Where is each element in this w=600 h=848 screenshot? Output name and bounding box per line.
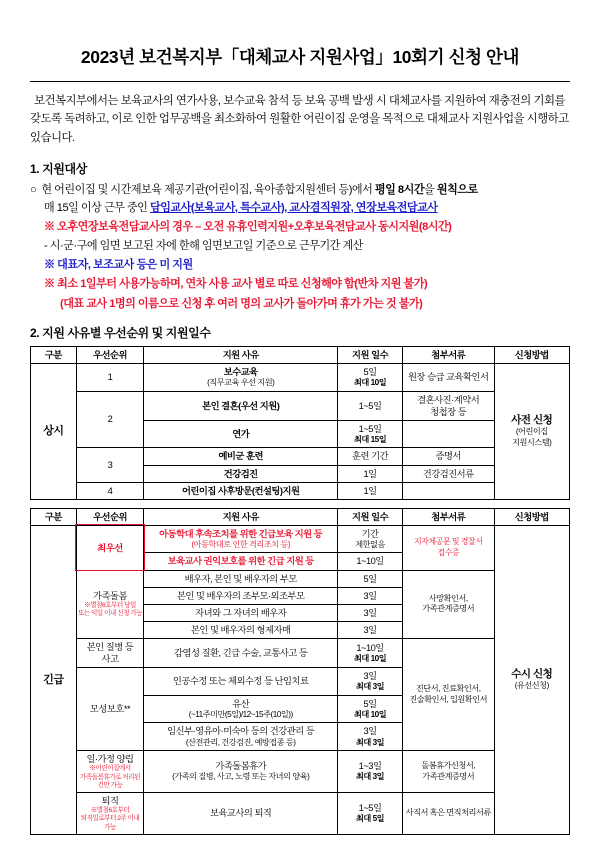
table-row (31, 363, 570, 391)
list-item: ※ 대표자, 보조교사 등은 미 지원 (44, 259, 193, 272)
priority-cell: 4 (76, 482, 143, 499)
section-1-heading: 1. 지원대상 (30, 162, 87, 177)
days-cell: 3일 (338, 604, 403, 621)
list-item: ○ 현 어린이집 및 시간제보육 제공기관(어린이집, 육아종합지원센터 등)에서 평일 8시간을 원칙으로 매 15일 이상 근무 중인 담임교사(보육교사, 특수교사), 교사겸직원장, 연장보육전담교사 (30, 184, 478, 214)
days-cell: 1일 (338, 465, 403, 482)
priority-cell: 2 (76, 391, 143, 448)
reason-cell: 보육교사 권익보호를 위한 긴급 지원 등 (144, 553, 338, 570)
reason-cell: 배우자, 본인 및 배우자의 부모 (144, 570, 338, 587)
table-row (31, 793, 570, 835)
schedule-table-regular (30, 346, 570, 500)
list-item: - 시·군·구에 임면 보고된 자에 한해 임면보고일 기준으로 근무기간 계산 (44, 239, 363, 252)
table-header-row (31, 346, 570, 363)
reason-cell: 인공수정 또는 체외수정 등 난임치료 (144, 668, 338, 696)
priority-cell: 3 (76, 448, 143, 482)
reason-cell: 보수교육 (직무교육 우선 지원) (144, 363, 338, 391)
docs-cell: 사망확인서, 가족관계증명서 (402, 570, 494, 638)
table-row (31, 638, 570, 667)
schedule-table-urgent (30, 508, 570, 835)
days-cell: 1~5일 최대 5일 (338, 793, 403, 835)
docs-cell: 돌봄휴가신청서, 가족관계증명서 (402, 751, 494, 793)
reason-cell: 본인 및 배우자의 형제자매 (144, 621, 338, 638)
reason-cell: 보육교사의 퇴직 (144, 793, 338, 835)
docs-cell (402, 420, 494, 448)
days-cell: 5일 최대 10일 (338, 363, 403, 391)
group-label: 긴급 (31, 525, 77, 834)
days-cell: 3일 최대 3일 (338, 668, 403, 696)
priority-cell: 일·가정 양립 ※어린이집에서 가족돌봄휴가로 처리된 건만 가능 (76, 751, 143, 793)
page-title: 2023년 보건복지부「대체교사 지원사업」10회기 신청 안내 (80, 47, 520, 67)
section-2-heading: 2. 지원 사유별 우선순위 및 지원일수 (30, 325, 211, 340)
table-spacer (30, 500, 570, 508)
days-cell: 1~10일 최대 10일 (338, 638, 403, 667)
method-cell: 사전 신청 (어린이집 지원시스템) (494, 363, 569, 499)
table-row (31, 525, 570, 553)
reason-cell: 가족돌봄휴가 (가족의 질병, 사고, 노령 또는 자녀의 양육) (144, 751, 338, 793)
priority-cell: 모성보호** (76, 668, 143, 751)
list-item: ※ 최소 1일부터 사용가능하며, 연차 사용 교사 별로 따로 신청해야 함(반차 지원 불가) (44, 278, 428, 291)
th-docs: 첨부서류 (402, 508, 494, 525)
table-header-row (31, 508, 570, 525)
days-cell: 3일 (338, 621, 403, 638)
list-item: ※ 오후연장보육전담교사의 경우 – 오전 유휴인력지원+오후보육전담교사 동시지원(8시간) (44, 220, 452, 233)
reason-cell: 감염성 질환, 긴급 수술, 교통사고 등 (144, 638, 338, 667)
reason-cell: 건강검진 (144, 465, 338, 482)
days-cell: 3일 최대 3일 (338, 723, 403, 751)
reason-cell: 유산 (~11주미만(5일)/12~15주(10일)) (144, 695, 338, 723)
th-method: 신청방법 (494, 508, 569, 525)
priority-cell: 퇴직 ※별첨6호부터 퇴직일로부터 2주 이내 가능 (76, 793, 143, 835)
reason-cell: 예비군 훈련 (144, 448, 338, 465)
docs-cell: 지자체공문 및 경찰서 접수증 (402, 525, 494, 570)
group-label: 상시 (31, 363, 77, 499)
th-days: 지원 일수 (338, 508, 403, 525)
reason-cell: 어린이집 사후방문(컨설팅)지원 (144, 482, 338, 499)
th-priority: 우선순위 (76, 508, 143, 525)
days-cell: 5일 (338, 570, 403, 587)
th-group: 구분 (31, 508, 77, 525)
th-priority: 우선순위 (76, 346, 143, 363)
table-row (31, 751, 570, 793)
th-docs: 첨부서류 (402, 346, 494, 363)
th-days: 지원 일수 (338, 346, 403, 363)
days-cell: 3일 (338, 587, 403, 604)
reason-cell: 임신부·영유아·미숙아 등의 건강관리 등 (산전관리, 건강검진, 예방접종 등) (144, 723, 338, 751)
priority-cell: 1 (76, 363, 143, 391)
docs-cell: 건강검진서류 (402, 465, 494, 482)
table-row (31, 482, 570, 499)
priority-cell: 최우선 (76, 525, 143, 570)
days-cell: 1~10일 (338, 553, 403, 570)
list-item: (대표 교사 1명의 이름으로 신청 후 여러 명의 교사가 돌아가며 휴가 가는 것 불가) (60, 297, 423, 310)
th-group: 구분 (31, 346, 77, 363)
days-cell: 1~3일 최대 3일 (338, 751, 403, 793)
intro-paragraph: 보건복지부에서는 보육교사의 연가사용, 보수교육 참석 등 보육 공백 발생 시 대체교사를 지원하여 재충전의 기회를 갖도록 독려하고, 이로 인한 업무공백을 최소화하여 원활한 어린이집 운영을 목적으로 대체교사 지원사업을 시행하고 있습니다. (30, 95, 569, 144)
priority-cell: 본인 질병 등 사고 (76, 638, 143, 667)
priority-cell: 가족돌봄 ※별첨6호부터 당일 또는 익일 이내 신청 가능 (76, 570, 143, 638)
docs-cell: 증명서 (402, 448, 494, 465)
reason-cell: 자녀와 그 자녀의 배우자 (144, 604, 338, 621)
th-reason: 지원 사유 (144, 508, 338, 525)
reason-cell: 연가 (144, 420, 338, 448)
docs-cell (402, 482, 494, 499)
days-cell: 1일 (338, 482, 403, 499)
days-cell: 1~5일 (338, 391, 403, 420)
days-cell: 5일 최대 10일 (338, 695, 403, 723)
days-cell: 훈련 기간 (338, 448, 403, 465)
docs-cell: 진단서, 진료확인서, 진술확인서, 입원확인서 (402, 638, 494, 750)
reason-cell: 아동학대 후속조치를 위한 긴급보육 지원 등 (아동학대로 인한 격리조치 등) (144, 525, 338, 553)
title-divider (30, 81, 570, 82)
method-cell: 수시 신청 (유선신청) (494, 525, 569, 834)
table-row (31, 570, 570, 587)
section-1-list (30, 182, 570, 312)
docs-cell: 원장 승급 교육확인서 (402, 363, 494, 391)
th-method: 신청방법 (494, 346, 569, 363)
reason-cell: 본인 및 배우자의 조부모·외조부모 (144, 587, 338, 604)
reason-cell: 본인 결혼(우선 지원) (144, 391, 338, 420)
days-cell: 기간 제한없음 (338, 525, 403, 553)
table-row (31, 391, 570, 420)
th-reason: 지원 사유 (144, 346, 338, 363)
docs-cell: 결혼사진·계약서 청첩장 등 (402, 391, 494, 420)
table-row (31, 448, 570, 465)
docs-cell: 사직서 혹은 면직처리서류 (402, 793, 494, 835)
days-cell: 1~5일 최대 15일 (338, 420, 403, 448)
